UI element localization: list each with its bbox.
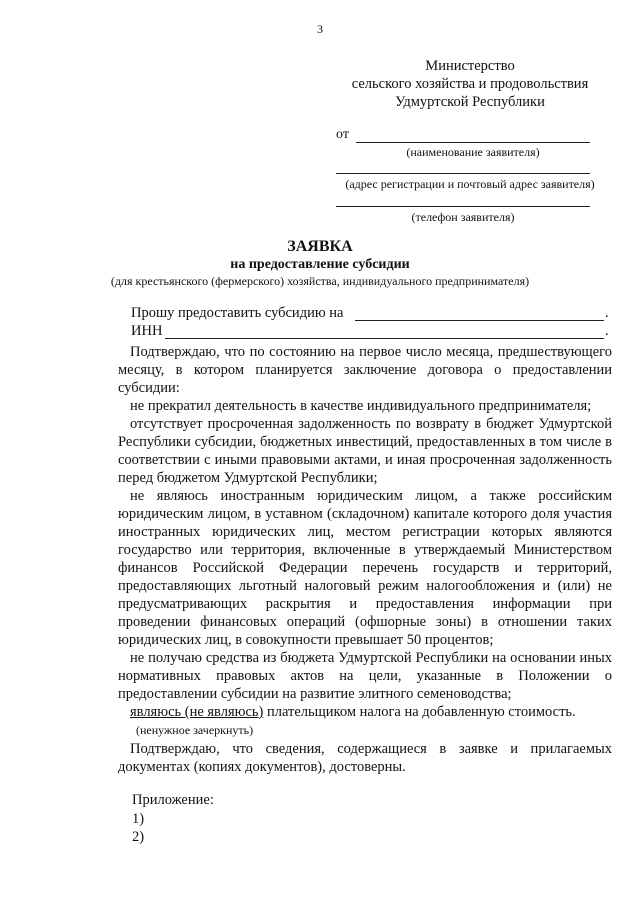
applicant-name-caption: (наименование заявителя) xyxy=(406,145,540,159)
condition-item-3: не являюсь иностранным юридическим лицом, а также российским юридическим лицом, в уставном (складочном) капитале которого доля участия иностранных юридических лиц, местом регистрации которых являются государство или территория, включенные в утверждаемый Министерством финансов Российской Федерации перечень государств и территорий, предоставляющих льготный налоговый режим налогообложения и (или) не предусматривающих раскрытия и предоставления информации при проведении финансовых операций (офшорные зоны) в отношении таких юридических лиц, в совокупности превышает 50 процентов; xyxy=(118,488,612,648)
recipient-line-2: сельского хозяйства и продовольствия xyxy=(351,76,589,92)
inn-end: . xyxy=(605,323,609,339)
document-title: ЗАЯВКА xyxy=(287,238,353,255)
final-confirmation: Подтверждаю, что сведения, содержащиеся в заявке и прилагаемых документах (копиях документов), достоверны. xyxy=(118,741,612,775)
vat-status-choice: являюсь (не являюсь) xyxy=(130,704,264,720)
document-subtitle: на предоставление субсидии xyxy=(230,257,410,272)
recipient-line-3: Удмуртской Республики xyxy=(395,94,545,110)
phone-field[interactable] xyxy=(336,206,590,207)
phone-caption: (телефон заявителя) xyxy=(411,210,515,224)
condition-item-1: не прекратил деятельность в качестве индивидуального предпринимателя; xyxy=(130,398,592,414)
body-text xyxy=(118,343,612,776)
subsidy-request-end: . xyxy=(605,305,609,321)
subsidy-purpose-field[interactable] xyxy=(355,320,604,321)
attachment-item-1: 1) xyxy=(132,811,145,827)
page-number: 3 xyxy=(317,22,323,36)
attachments-label: Приложение: xyxy=(132,792,214,808)
recipient-line-1: Министерство xyxy=(425,58,515,74)
attachment-item-2: 2) xyxy=(132,829,145,845)
applicant-name-field[interactable] xyxy=(356,142,590,143)
recipient-block xyxy=(330,57,610,111)
address-field[interactable] xyxy=(336,173,590,174)
address-caption: (адрес регистрации и почтовый адрес заявителя) xyxy=(345,177,595,191)
confirmation-intro: Подтверждаю, что по состоянию на первое число месяца, предшествующего месяцу, в котором планируется заключение договора о предоставлении субсидии: xyxy=(118,344,612,396)
inn-field[interactable] xyxy=(165,338,604,339)
document-subtitle-note: (для крестьянского (фермерского) хозяйства, индивидуального предпринимателя) xyxy=(110,274,530,288)
condition-item-2: отсутствует просроченная задолженность по возврату в бюджет Удмуртской Республики субсидии, бюджетных инвестиций, предоставленных в том числе в соответствии с иными правовыми актами, и иная просроченная задолженность перед бюджетом Удмуртской Республики; xyxy=(118,416,612,486)
inn-label: ИНН xyxy=(131,323,163,339)
vat-statement-text: плательщиком налога на добавленную стоимость. xyxy=(263,704,576,720)
vat-note: (ненужное зачеркнуть) xyxy=(136,723,254,737)
from-label: от xyxy=(336,127,349,142)
condition-item-4: не получаю средства из бюджета Удмуртской Республики на основании иных нормативных правовых актов на цели, указанные в Положении о предоставлении субсидии на развитие элитного семеноводства; xyxy=(118,650,612,702)
vat-statement xyxy=(118,703,612,721)
subsidy-request-label: Прошу предоставить субсидию на xyxy=(131,305,344,321)
